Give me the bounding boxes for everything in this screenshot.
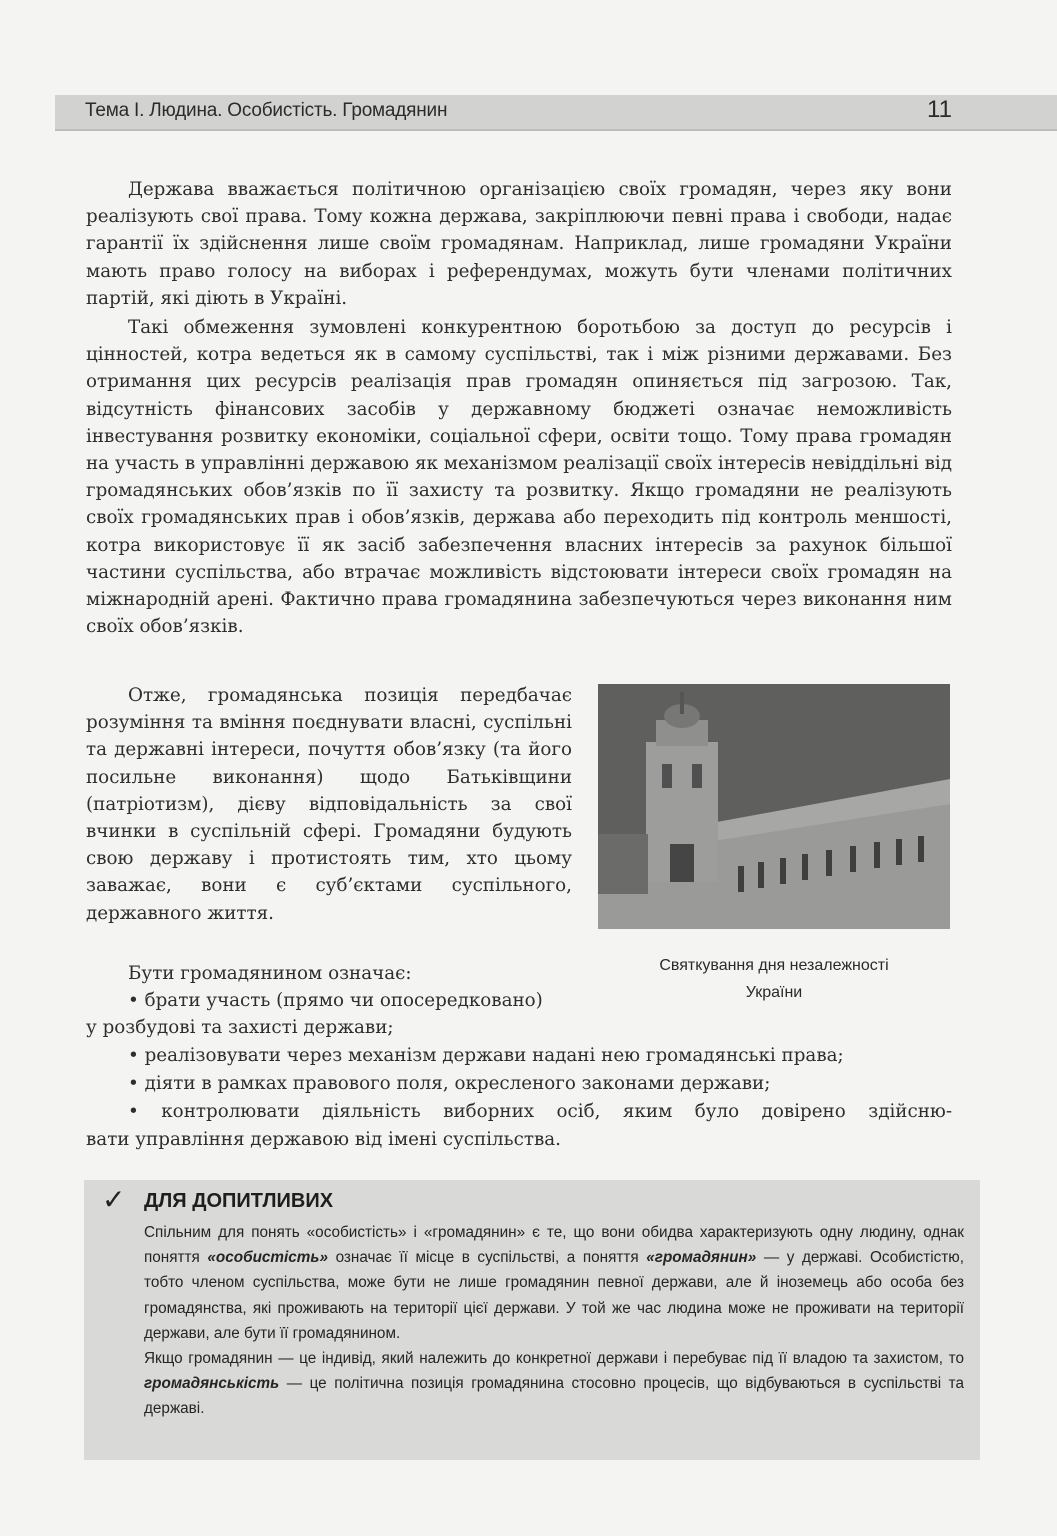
bullet-item-continuation: вати управління державою від імені суспільства. — [86, 1129, 561, 1150]
text-run: Якщо громадянин — це індивід, який належить до конкретної держави і перебуває під її владою та захистом, то — [144, 1350, 964, 1368]
infobox-paragraph-1 — [144, 1220, 964, 1346]
text-run: — це політична позиція громадянина стосовно процесів, що відбуваються в суспільстві та державі. — [144, 1375, 964, 1418]
bullet-item: • реалізовувати через механізм держави надані нею громадянські права; — [128, 1045, 844, 1066]
text-run: означає її місце в суспільстві, а поняття — [327, 1249, 647, 1267]
bell-tower-illustration — [598, 684, 950, 929]
infobox-text — [144, 1220, 964, 1422]
paragraph-state-citizens: Держава вважається політичною організацією своїх громадян, через яку вони реалізують свої права. Тому кожна держава, закріплюючи певні права і свободи, надає гарантії їх здійснення лише своїм громадянам. Наприклад, лише громадяни України мають право голосу на виборах і референдумах, можуть бути членами політичних партій, які діють в Україні. — [86, 179, 952, 309]
caption-line-2: України — [745, 984, 803, 1001]
page-number: 11 — [927, 96, 952, 123]
term-citizen: «громадянин» — [646, 1249, 757, 1267]
term-personality: «особистість» — [207, 1249, 328, 1267]
paragraph-restrictions: Такі обмеження зумовлені конкурентною боротьбою за доступ до ресурсів і цінностей, котра ведеться як в самому суспільстві, так і між різними державами. Без отримання цих ресурсів реалізація прав громадян опиняється під загрозою. Так, відсутність фінансових засобів у державному бюджеті означає неможливість інвестування розвитку економіки, соціальної сфери, освіти тощо. Тому права громадян на участь в управлінні державою як механізмом реалізації своїх інтересів невіддільні від громадянських обов’язків по її захисту та розвитку. Якщо громадяни не реалізують своїх громадянських прав і обов’язків, держава або переходить під контроль меншості, котра використовує її як засіб забезпечення власних інтересів за рахунок більшої частини суспільства, або втрачає можливість відстоювати інтереси своїх громадян на міжнародній арені. Фактично права громадянина забезпечуються через виконання ним своїх обов’язків. — [86, 317, 952, 638]
term-citizenship: громадянськість — [144, 1375, 280, 1393]
infobox-title: ДЛЯ ДОПИТЛИВИХ — [144, 1190, 334, 1212]
curious-readers-box — [84, 1180, 980, 1460]
bullet-item: • контролювати діяльність виборних осіб, яким було довірено здійсню- — [128, 1101, 952, 1122]
check-icon: ✓ — [102, 1183, 126, 1216]
bullet-item: • брати участь (прямо чи опосередковано) — [128, 990, 543, 1011]
paragraph-civic-position: Отже, громадянська позиція передбачає розуміння та вміння поєднувати власні, суспільні та державні інтереси, почуття обов’язку (та його посильне виконання) щодо Батьківщини (патріотизм), дієву відповідальність за свої вчинки в суспільній сфері. Громадяни будують свою державу і протистоять тим, хто цьому заважає, вони є суб’єктами суспільного, державного життя. — [86, 685, 572, 924]
infobox-paragraph-2 — [144, 1346, 964, 1422]
bullet-item-continuation: у розбудові та захисті держави; — [86, 1017, 394, 1038]
text-run: — у державі. Особистістю, тобто членом суспільства, може бути не лише громадянин певної держави, але й іноземець або особа без громадянства, які проживають на території цієї держави. У той же час людина може не проживати на території держави, але бути її громадянином. — [144, 1249, 964, 1342]
page-header — [55, 95, 1057, 131]
independence-day-photo — [598, 684, 950, 929]
text-run: Спільним для понять «особистість» і «громадянин» є те, що вони обидва характеризують одну людину, однак поняття — [144, 1224, 964, 1267]
photo-caption — [598, 952, 950, 1006]
section-title: Тема І. Людина. Особистість. Громадянин — [85, 100, 448, 121]
caption-line-1: Святкування дня незалежності — [659, 957, 889, 974]
bullets-intro: Бути громадянином означає: — [128, 963, 412, 984]
bullet-item: • діяти в рамках правового поля, окресленого законами держави; — [128, 1073, 771, 1094]
